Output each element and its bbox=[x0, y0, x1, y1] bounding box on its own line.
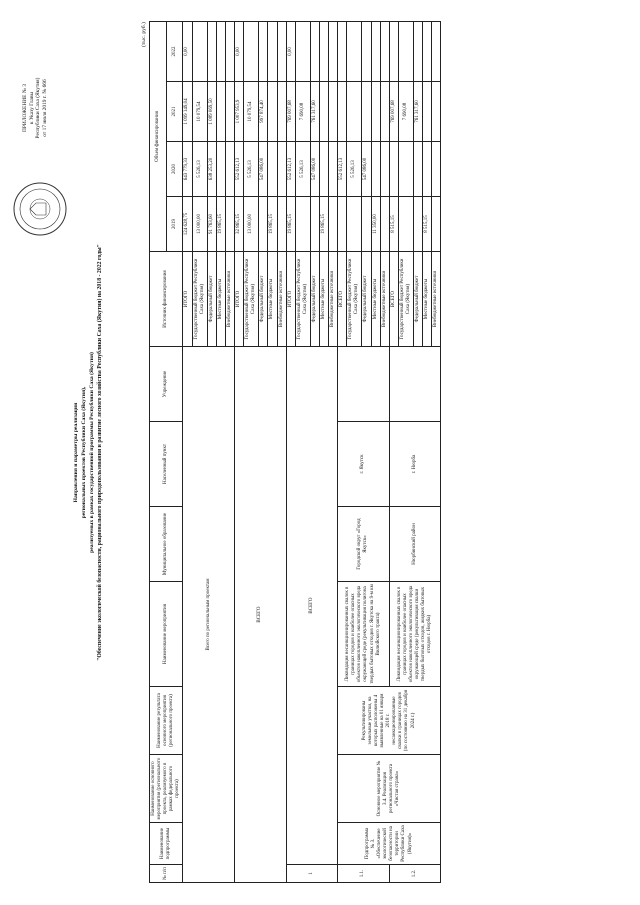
source-cell: ИТОГО bbox=[183, 252, 192, 347]
value-cell bbox=[329, 82, 338, 142]
col-year: 2019 bbox=[166, 197, 183, 252]
value-cell: 761 317,60 bbox=[310, 82, 319, 142]
value-cell bbox=[362, 21, 371, 81]
value-cell bbox=[389, 21, 398, 81]
value-cell bbox=[244, 21, 259, 81]
value-cell bbox=[259, 21, 268, 81]
value-cell bbox=[277, 197, 286, 252]
header-row-1 bbox=[150, 21, 167, 882]
value-cell: 8 515,15 bbox=[389, 197, 398, 252]
value-cell bbox=[225, 142, 234, 197]
value-cell: 13 000,00 bbox=[244, 197, 259, 252]
source-cell: Федеральный бюджет bbox=[362, 252, 371, 347]
value-cell bbox=[389, 142, 398, 197]
row-number: 1.1. bbox=[338, 865, 390, 883]
value-cell bbox=[414, 142, 423, 197]
col-result: Наименование результата основного мероприятия (регионального проекта) bbox=[150, 687, 183, 755]
value-cell bbox=[329, 21, 338, 81]
value-cell: 769 007,68 bbox=[286, 82, 295, 142]
value-cell: 19 865,15 bbox=[286, 197, 295, 252]
value-cell bbox=[310, 21, 319, 81]
source-cell: Местные бюджеты bbox=[216, 252, 225, 347]
source-cell: ВСЕГО bbox=[338, 252, 347, 347]
result-cell: Рекультивированы земельные участки, на которых расположены 4 выявленные на 01 января 2018 г. несанкционированные свалки в границах городов (по состоянию на 31 декабря 2024 г.) bbox=[338, 687, 441, 755]
value-cell bbox=[259, 197, 268, 252]
col-subprogram: Наименование подпрограммы bbox=[150, 823, 183, 865]
col-activity: Наименование мероприятия bbox=[150, 582, 183, 687]
source-cell: Федеральный бюджет bbox=[259, 252, 268, 347]
value-cell bbox=[380, 82, 389, 142]
value-cell bbox=[277, 82, 286, 142]
col-year: 2022 bbox=[166, 21, 183, 81]
section-all-projects: Всего по региональным проектам bbox=[183, 347, 235, 883]
value-cell bbox=[347, 197, 362, 252]
value-cell bbox=[319, 82, 328, 142]
funding-table bbox=[149, 21, 441, 883]
value-cell bbox=[319, 21, 328, 81]
value-cell: 997 874,40 bbox=[259, 82, 268, 142]
value-cell bbox=[423, 82, 432, 142]
value-cell: 5 526,13 bbox=[192, 142, 207, 197]
municipality-cell: Нюрбинский район bbox=[389, 507, 441, 582]
table-row bbox=[183, 21, 192, 882]
value-cell: 769 007,68 bbox=[389, 82, 398, 142]
table-row bbox=[338, 21, 347, 882]
attachment-line-1: ПРИЛОЖЕНИЕ № 3 bbox=[22, 84, 28, 132]
value-cell: 124 628,75 bbox=[183, 197, 192, 252]
value-cell bbox=[329, 142, 338, 197]
section-total: ВСЕГО bbox=[235, 347, 287, 883]
value-cell bbox=[414, 21, 423, 81]
source-cell: Внебюджетные источники bbox=[277, 252, 286, 347]
value-cell: 13 000,00 bbox=[192, 197, 207, 252]
doc-title-3: реализуемых в рамках государственной программы Республики Саха (Якутия) bbox=[89, 352, 95, 553]
activity-cell: Ликвидация несанкционированных свалок в границах городов и наиболее опасных объектов накопленного экологического вреда окружающей среде (рекультивация полигона твердых бытовых отходов г. Якутска на 9-м км Вилюйского тракта) bbox=[338, 582, 390, 687]
value-cell bbox=[268, 142, 277, 197]
attachment-note bbox=[22, 23, 48, 193]
value-cell: 32 865,15 bbox=[235, 197, 244, 252]
event-cell: Основное мероприятие № 3.4. Реализация регионального проекта «Чистая страна» bbox=[338, 755, 441, 823]
value-cell bbox=[432, 142, 441, 197]
source-cell: Местные бюджеты bbox=[268, 252, 277, 347]
value-cell bbox=[347, 21, 362, 81]
value-cell bbox=[398, 142, 413, 197]
source-cell: Внебюджетные источники bbox=[225, 252, 234, 347]
settlement-cell: г. Якутск bbox=[338, 422, 390, 507]
value-cell bbox=[207, 21, 216, 81]
value-cell bbox=[192, 21, 207, 81]
value-cell bbox=[362, 82, 371, 142]
value-cell bbox=[338, 197, 347, 252]
col-year: 2021 bbox=[166, 82, 183, 142]
value-cell: 91 763,60 bbox=[207, 197, 216, 252]
value-cell: 0,00 bbox=[183, 21, 192, 81]
value-cell bbox=[362, 197, 371, 252]
value-cell bbox=[371, 82, 380, 142]
value-cell bbox=[380, 21, 389, 81]
value-cell: 8 515,15 bbox=[423, 197, 432, 252]
attachment-line-4: от 17 июля 2019 г. № 666 bbox=[41, 79, 48, 137]
settlement-cell: г. Нюрба bbox=[389, 422, 441, 507]
source-cell: Государственный бюджет Республики Саха (Якутия) bbox=[192, 252, 207, 347]
source-cell: ВСЕГО bbox=[389, 252, 398, 347]
value-cell: 19 865,15 bbox=[268, 197, 277, 252]
col-municipality: Муниципальное образование bbox=[150, 507, 183, 582]
value-cell: 0,00 bbox=[286, 21, 295, 81]
municipality-cell: Городской округ «Город Якутск» bbox=[338, 507, 390, 582]
value-cell: 552 612,13 bbox=[235, 142, 244, 197]
source-cell: Федеральный бюджет bbox=[414, 252, 423, 347]
institution-cell bbox=[389, 347, 441, 422]
value-cell bbox=[432, 21, 441, 81]
value-cell bbox=[338, 21, 347, 81]
source-cell: Внебюджетные источники bbox=[380, 252, 389, 347]
value-cell bbox=[432, 82, 441, 142]
value-cell: 547 086,00 bbox=[362, 142, 371, 197]
value-cell bbox=[225, 197, 234, 252]
doc-title-2: региональных проектов Республики Саха (Якутия), bbox=[81, 386, 87, 519]
source-cell: Федеральный бюджет bbox=[207, 252, 216, 347]
value-cell bbox=[423, 142, 432, 197]
value-cell bbox=[310, 197, 319, 252]
col-event: Наименование основного мероприятия (регионального проекта, реализуемого в рамках федерального проекта) bbox=[150, 755, 183, 823]
table-row bbox=[286, 21, 295, 882]
value-cell: 547 086,00 bbox=[259, 142, 268, 197]
source-cell: ИТОГО bbox=[235, 252, 244, 347]
value-cell: 638 253,20 bbox=[207, 142, 216, 197]
table-row bbox=[235, 21, 244, 882]
value-cell: 5 526,13 bbox=[347, 142, 362, 197]
value-cell: 5 526,13 bbox=[244, 142, 259, 197]
value-cell: 1 007 953,9 bbox=[235, 82, 244, 142]
value-cell bbox=[347, 82, 362, 142]
value-cell bbox=[216, 82, 225, 142]
source-cell: Государственный бюджет Республики Саха (Якутия) bbox=[244, 252, 259, 347]
doc-title-4: "Обеспечение экологической безопасности, рационального природопользования и развитие лесного хозяйства Республики Саха (Якутия) на 2018 - 2022 годы" bbox=[97, 244, 103, 661]
col-num: № п/п bbox=[150, 865, 183, 883]
value-cell bbox=[380, 197, 389, 252]
value-cell: 552 612,13 bbox=[286, 142, 295, 197]
source-cell: Федеральный бюджет bbox=[310, 252, 319, 347]
value-cell: 5 526,13 bbox=[295, 142, 310, 197]
value-cell: 7 690,08 bbox=[295, 82, 310, 142]
value-cell bbox=[216, 21, 225, 81]
source-cell: Государственный бюджет Республики Саха (Якутия) bbox=[398, 252, 413, 347]
value-cell bbox=[216, 142, 225, 197]
row-number: 1.2. bbox=[389, 865, 441, 883]
value-cell: 552 612,13 bbox=[338, 142, 347, 197]
section-total-upper: ВСЕГО bbox=[286, 347, 338, 865]
value-cell: 1 099 149,04 bbox=[183, 82, 192, 142]
col-funding: Объем финансирования bbox=[150, 21, 167, 251]
source-cell: Местные бюджеты bbox=[319, 252, 328, 347]
source-cell: ИТОГО bbox=[286, 252, 295, 347]
value-cell bbox=[380, 142, 389, 197]
value-cell bbox=[295, 197, 310, 252]
value-cell bbox=[398, 197, 413, 252]
value-cell: 10 079,54 bbox=[244, 82, 259, 142]
value-cell bbox=[268, 21, 277, 81]
institution-cell bbox=[338, 347, 390, 422]
doc-title-1: Направления и параметры реализации bbox=[73, 402, 79, 503]
value-cell bbox=[277, 142, 286, 197]
value-cell: 643 779,33 bbox=[183, 142, 192, 197]
value-cell: 1 089 069,50 bbox=[207, 82, 216, 142]
value-cell bbox=[432, 197, 441, 252]
value-cell bbox=[423, 21, 432, 81]
value-cell bbox=[225, 21, 234, 81]
value-cell: 19 865,15 bbox=[319, 197, 328, 252]
value-cell bbox=[371, 142, 380, 197]
source-cell: Местные бюджеты bbox=[371, 252, 380, 347]
value-cell bbox=[338, 82, 347, 142]
value-cell bbox=[414, 197, 423, 252]
col-institution: Учреждение bbox=[150, 347, 183, 422]
attachment-line-2: к Указу Главы bbox=[28, 91, 35, 125]
attachment-line-3: Республики Саха (Якутия) bbox=[35, 77, 42, 139]
value-cell: 0,00 bbox=[235, 21, 244, 81]
value-cell: 10 079,54 bbox=[192, 82, 207, 142]
col-year: 2020 bbox=[166, 142, 183, 197]
value-cell bbox=[225, 82, 234, 142]
subprogram-cell: Подпрограмма № 3. «Обеспечение экологической безопасности на территории Республики Саха (Якутия)» bbox=[338, 823, 441, 865]
value-cell bbox=[319, 142, 328, 197]
activity-cell: Ликвидация несанкционированных свалок в границах городов и наиболее опасных объектов накопленного экологического вреда окружающей среде (рекультивация свалки твердых бытовых отходов, жидких бытовых отходов г. Нюрба) bbox=[389, 582, 441, 687]
source-cell: Внебюджетные источники bbox=[329, 252, 338, 347]
value-cell bbox=[277, 21, 286, 81]
value-cell: 7 690,08 bbox=[398, 82, 413, 142]
value-cell bbox=[268, 82, 277, 142]
units-label: (тыс. руб.) bbox=[141, 22, 147, 47]
source-cell: Местные бюджеты bbox=[423, 252, 432, 347]
value-cell: 11 350,00 bbox=[371, 197, 380, 252]
value-cell bbox=[295, 21, 310, 81]
source-cell: Государственный бюджет Республики Саха (Якутия) bbox=[295, 252, 310, 347]
col-source: Источник финансирования bbox=[150, 252, 183, 347]
value-cell bbox=[329, 197, 338, 252]
value-cell bbox=[371, 21, 380, 81]
col-settlement: Населенный пункт bbox=[150, 422, 183, 507]
value-cell: 761 317,60 bbox=[414, 82, 423, 142]
row-number: 1 bbox=[286, 865, 338, 883]
source-cell: Государственный бюджет Республики Саха (Якутия) bbox=[347, 252, 362, 347]
source-cell: Внебюджетные источники bbox=[432, 252, 441, 347]
value-cell: 19 865,15 bbox=[216, 197, 225, 252]
value-cell bbox=[398, 21, 413, 81]
value-cell: 547 086,00 bbox=[310, 142, 319, 197]
